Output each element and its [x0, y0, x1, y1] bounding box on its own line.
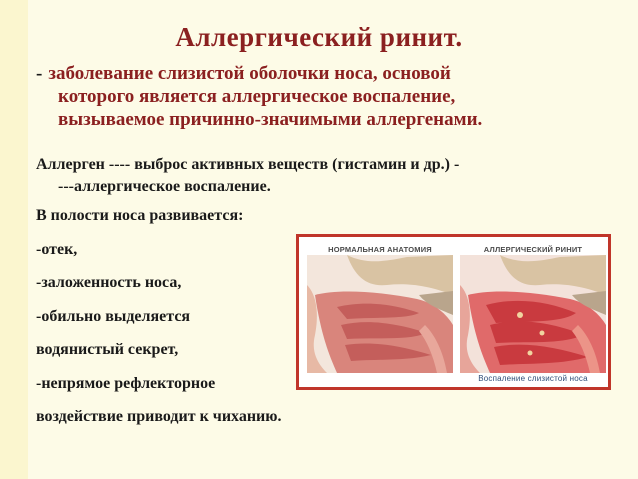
allergen-line-2: ---аллергическое воспаление.	[58, 178, 271, 195]
allergen-text	[36, 154, 608, 198]
symptoms-heading: В полости носа развивается:	[36, 207, 244, 224]
definition-line-3: вызываемое причинно-значимыми аллергенами.	[58, 109, 483, 130]
definition-text	[36, 62, 596, 131]
normal-anatomy-panel	[307, 243, 453, 385]
symptom-item: воздействие приводит к чиханию.	[36, 408, 282, 425]
inflammation-caption: Воспаление слизистой носа	[478, 374, 588, 383]
allergen-line-1: Аллерген ---- выброс активных веществ (гистамин и др.) -	[36, 156, 460, 173]
nasal-anatomy-figure	[296, 234, 611, 390]
definition-line-1: заболевание слизистой оболочки носа, основой	[48, 63, 451, 84]
slide-title: Аллергический ринит.	[175, 22, 463, 52]
normal-nose-illustration	[307, 255, 453, 373]
allergic-rhinitis-caption: АЛЛЕРГИЧЕСКИЙ РИНИТ	[483, 245, 583, 254]
inflamed-nose-illustration	[460, 255, 606, 373]
normal-anatomy-caption: НОРМАЛЬНАЯ АНАТОМИЯ	[328, 245, 432, 254]
symptom-item: -отек,	[36, 241, 78, 258]
symptom-item: водянистый секрет,	[36, 341, 179, 358]
allergic-rhinitis-panel	[460, 243, 606, 385]
definition-dash: -	[36, 63, 43, 84]
symptom-item: -заложенность носа,	[36, 274, 182, 291]
left-stripe	[0, 0, 28, 479]
symptom-item: -непрямое рефлекторное	[36, 375, 216, 392]
symptom-item: -обильно выделяется	[36, 308, 191, 325]
definition-line-2: которого является аллергическое воспаление,	[58, 86, 456, 107]
